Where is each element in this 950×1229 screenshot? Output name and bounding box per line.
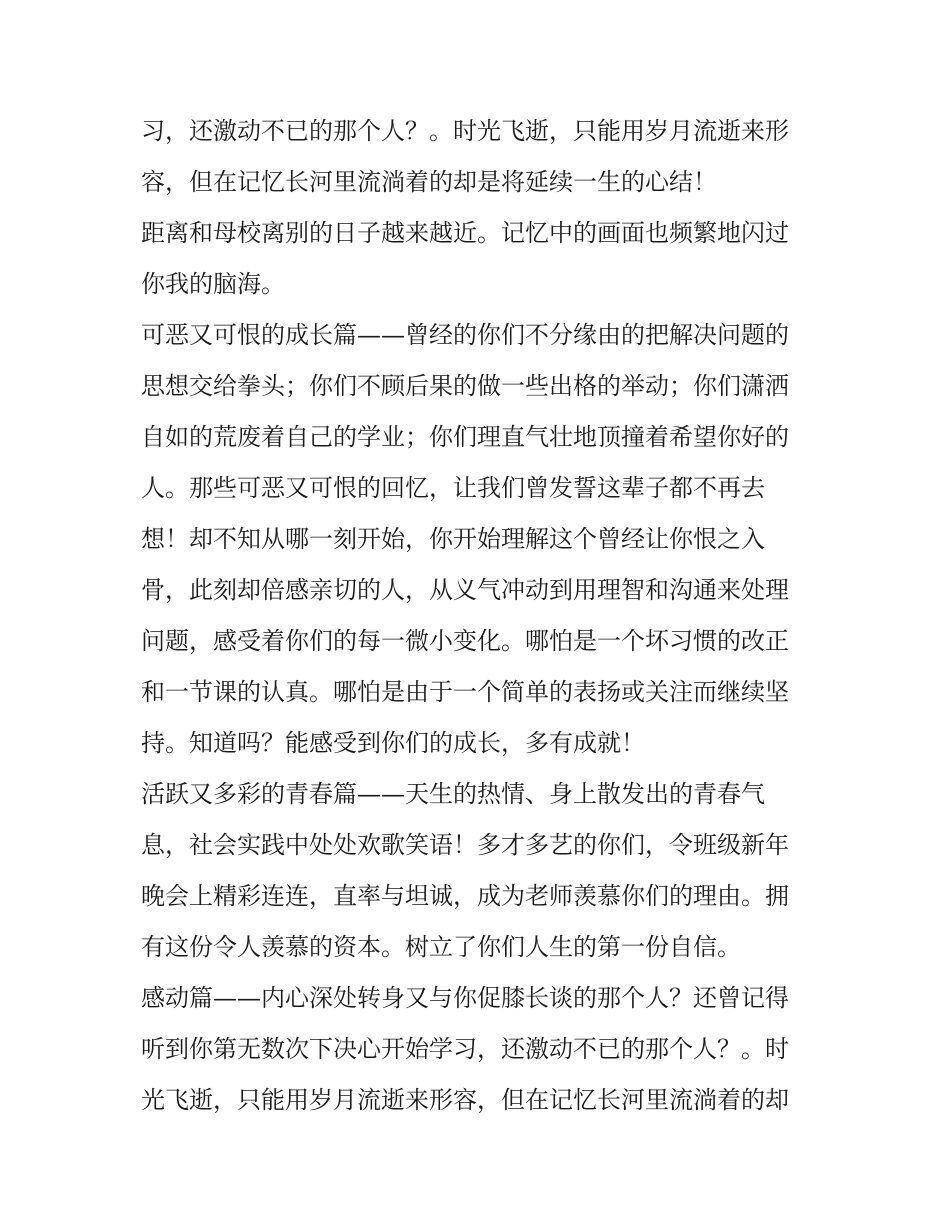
text-line: 自如的荒废着自己的学业；你们理直气壮地顶撞着希望你好的: [141, 423, 789, 451]
text-line: 距离和母校离别的日子越来越近。记忆中的画面也频繁地闪过: [141, 219, 789, 247]
text-line: 容，但在记忆长河里流淌着的却是将延续一生的心结！: [141, 168, 717, 196]
text-line: 光飞逝，只能用岁月流逝来形容，但在记忆长河里流淌着的却: [141, 1086, 789, 1114]
text-line: 持。知道吗？能感受到你们的成长，多有成就！: [141, 729, 645, 757]
text-line: 骨，此刻却倍感亲切的人，从义气冲动到用理智和沟通来处理: [141, 576, 789, 604]
text-line: 想！却不知从哪一刻开始，你开始理解这个曾经让你恨之入: [141, 525, 765, 553]
document-body: [141, 106, 821, 1126]
text-line: 习，还激动不已的那个人？。时光飞逝，只能用岁月流逝来形: [141, 117, 789, 145]
text-line: 晚会上精彩连连，直率与坦诚，成为老师羡慕你们的理由。拥: [141, 882, 789, 910]
text-line: 思想交给拳头；你们不顾后果的做一些出格的举动；你们潇洒: [141, 372, 789, 400]
text-line: 问题，感受着你们的每一微小变化。哪怕是一个坏习惯的改正: [141, 627, 789, 655]
text-line: 有这份令人羡慕的资本。树立了你们人生的第一份自信。: [141, 933, 741, 961]
text-line: 可恶又可恨的成长篇——曾经的你们不分缘由的把解决问题的: [141, 321, 789, 349]
text-line: 和一节课的认真。哪怕是由于一个简单的表扬或关注而继续坚: [141, 678, 789, 706]
text-line: 息，社会实践中处处欢歌笑语！多才多艺的你们，令班级新年: [141, 831, 789, 859]
text-line: 感动篇——内心深处转身又与你促膝长谈的那个人？还曾记得: [141, 984, 789, 1012]
text-line: 人。那些可恶又可恨的回忆，让我们曾发誓这辈子都不再去: [141, 474, 765, 502]
text-line: 活跃又多彩的青春篇——天生的热情、身上散发出的青春气: [141, 780, 765, 808]
text-line: 你我的脑海。: [141, 270, 285, 298]
text-line: 听到你第无数次下决心开始学习，还激动不已的那个人？。时: [141, 1035, 789, 1063]
